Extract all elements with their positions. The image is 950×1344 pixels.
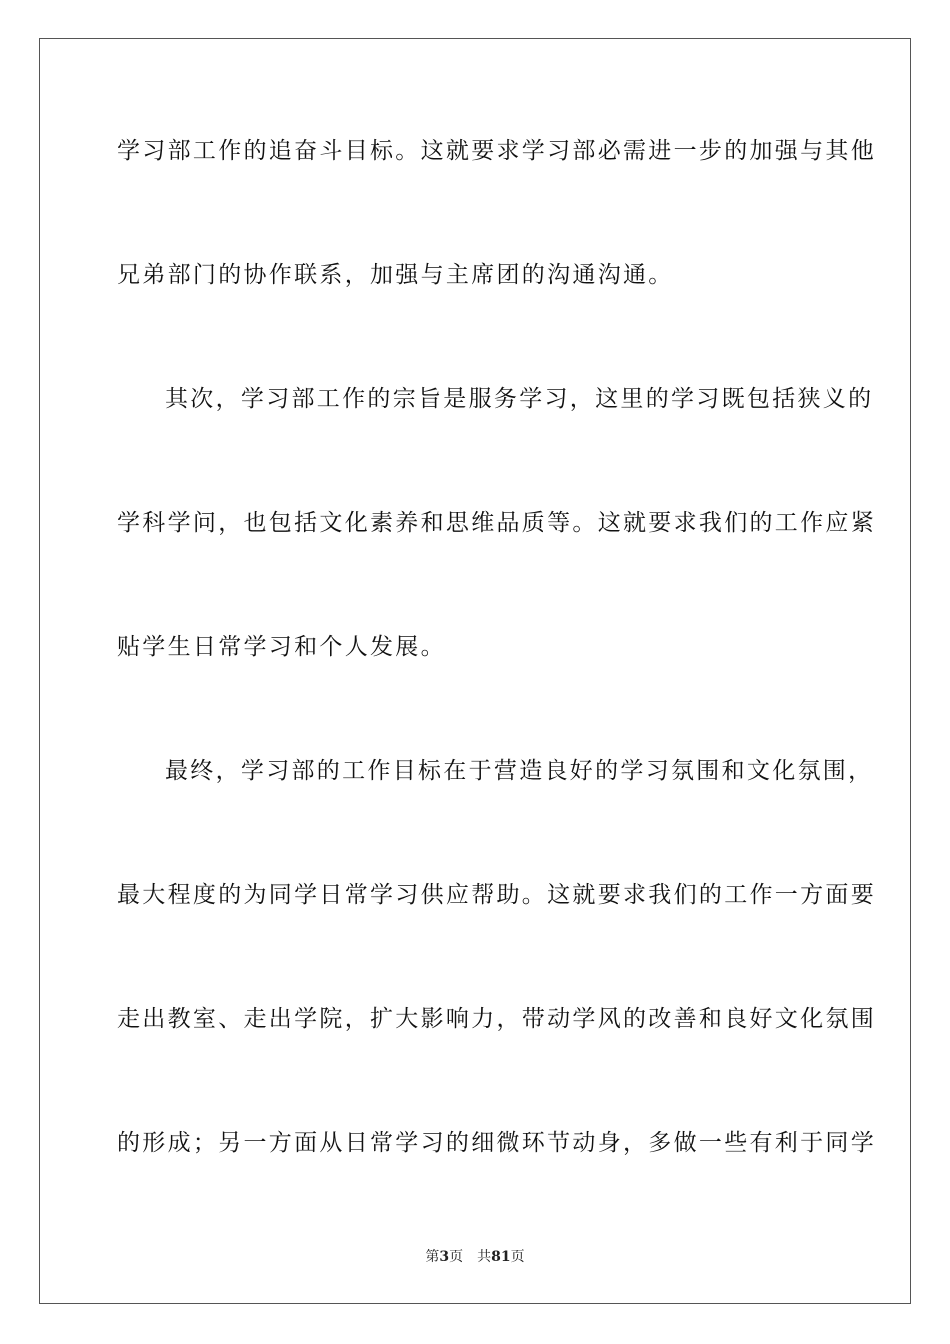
body-line-9: 的形成；另一方面从日常学习的细微环节动身，多做一些有利于同学 bbox=[117, 1130, 876, 1156]
footer-page-unit: 页 bbox=[449, 1249, 464, 1265]
body-line-3: 其次，学习部工作的宗旨是服务学习，这里的学习既包括狭义的 bbox=[165, 386, 874, 412]
body-line-8: 走出教室、走出学院，扩大影响力，带动学风的改善和良好文化氛围 bbox=[117, 1006, 876, 1032]
footer-total-unit: 页 bbox=[510, 1249, 525, 1265]
body-line-1: 学习部工作的追奋斗目标。这就要求学习部必需进一步的加强与其他 bbox=[117, 138, 876, 164]
page-footer bbox=[0, 1248, 950, 1266]
footer-page-prefix: 第 bbox=[425, 1249, 440, 1265]
body-line-7: 最大程度的为同学日常学习供应帮助。这就要求我们的工作一方面要 bbox=[117, 882, 876, 908]
footer-total-pages: 81 bbox=[491, 1249, 511, 1265]
page-border bbox=[39, 38, 911, 1304]
footer-total-prefix: 共 bbox=[477, 1249, 492, 1265]
body-line-6: 最终，学习部的工作目标在于营造良好的学习氛围和文化氛围， bbox=[165, 758, 874, 784]
footer-page-number: 3 bbox=[439, 1249, 450, 1265]
body-line-2: 兄弟部门的协作联系，加强与主席团的沟通沟通。 bbox=[117, 262, 674, 288]
body-line-5: 贴学生日常学习和个人发展。 bbox=[117, 634, 446, 660]
body-line-4: 学科学问，也包括文化素养和思维品质等。这就要求我们的工作应紧 bbox=[117, 510, 876, 536]
